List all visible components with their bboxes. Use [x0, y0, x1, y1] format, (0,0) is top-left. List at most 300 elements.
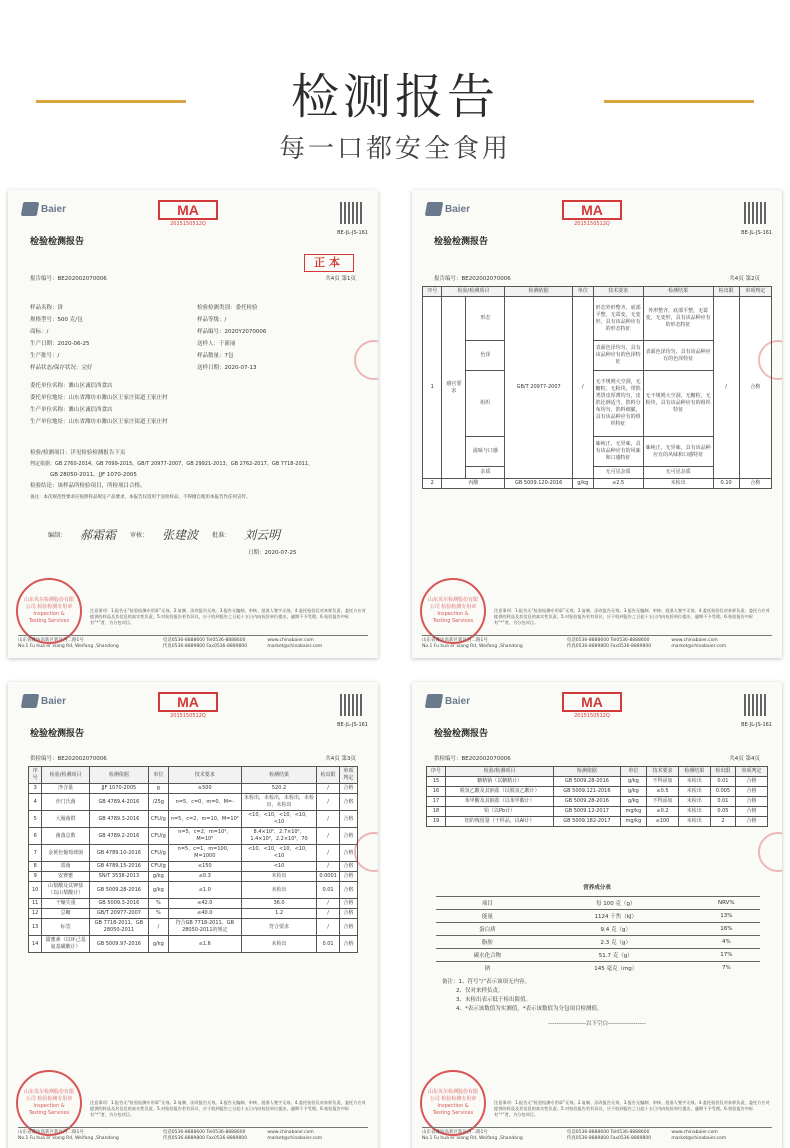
brand-name: Baier	[445, 695, 471, 707]
doc-code: BE-JL-JS-161	[337, 722, 368, 728]
cell-lod: /	[317, 828, 340, 845]
cell-lod: /	[317, 845, 340, 862]
table-row	[427, 817, 768, 827]
brand-logo-icon	[425, 202, 443, 216]
cell-unit: CFU/g	[148, 811, 168, 828]
seam-stamp	[758, 832, 782, 872]
col-header: 检测结果	[241, 767, 317, 784]
qr-code-icon	[744, 694, 766, 716]
info-field: 样品名称：饼	[30, 305, 64, 311]
seam-stamp	[354, 340, 378, 380]
cell-unit: %	[148, 909, 168, 919]
table-row	[427, 777, 768, 787]
table-row	[29, 811, 358, 828]
client-line: 生产单位地址：山东省潍坊市潍山区王家庄街道王家庄村	[30, 419, 168, 425]
table-row	[29, 784, 358, 794]
cell-basis: JJF 1070-2005	[89, 784, 148, 794]
cma-number: 2015150512Q	[574, 221, 610, 227]
col-header: 项目	[436, 897, 539, 910]
cell-lod: 0.01	[710, 797, 735, 807]
cell-lod: /	[713, 297, 739, 479]
cell-result: 符合要求	[241, 919, 317, 936]
cell-verdict: 合格	[339, 899, 357, 909]
nutrition-cell: 13%	[693, 910, 760, 923]
basis-line: 判定依据：GB 2760-2014、GB 7099-2015、GB/T 20977-2007、GB 29921-2013、GB 2762-2017、GB 7718-2011、	[30, 461, 313, 467]
cell-req: 无可见杂质	[593, 467, 643, 479]
sample-info	[30, 302, 356, 374]
brand-logo	[22, 694, 66, 708]
table-row	[423, 297, 772, 341]
cell-basis: GB 5009.120-2016	[505, 479, 573, 489]
remark-line: 4、*表示该数值为实测值，*表示该数值为分包项目检测值。	[456, 1006, 603, 1012]
cell-no: 9	[29, 872, 42, 882]
sample-number: 供检编号：BE202002070006	[434, 756, 511, 762]
company-footer	[18, 635, 368, 650]
col-header: 检验/检测项目	[446, 767, 554, 777]
info-field: 生产日期：2020-06-25	[30, 341, 90, 347]
cell-result: 8.4×10²，2.7×10²，1.4×10²，2.2×10²，70	[241, 828, 317, 845]
cell-item: 苯甲酸及其钠盐（以苯甲酸计）	[446, 797, 554, 807]
cell-unit: CFU/g	[148, 828, 168, 845]
report-title: 检验检测报告	[30, 237, 85, 247]
cma-mark	[158, 692, 218, 719]
report-page-3[interactable]	[8, 682, 378, 1148]
col-header: 检测依据	[89, 767, 148, 784]
sig-label: 编制：	[48, 532, 67, 539]
company-footer	[422, 1127, 772, 1142]
cma-logo: MA	[158, 200, 218, 220]
cell-unit: g	[148, 784, 168, 794]
cell-lod: 0.0001	[317, 872, 340, 882]
cell-result: 未检出	[678, 787, 710, 797]
col-header: 技术要求	[168, 767, 241, 784]
brand-name: Baier	[445, 203, 471, 215]
cell-basis: GB 4789.15-2016	[89, 862, 148, 872]
cell-req: n=5，c=0，m=0，M=-	[168, 794, 241, 811]
cell-lod: 0.01	[317, 936, 340, 953]
col-header: 序号	[29, 767, 42, 784]
client-line: 委托单位名称：潍山区诚信西食店	[30, 383, 113, 389]
address-cn: 山东省潍坊高新区新区西二路1号	[422, 1130, 488, 1135]
tel: 电话0536-8888600 Tel0536-8888600	[566, 638, 650, 643]
client-line: 委托单位地址：山东省潍坊市潍山区王家庄街道王家庄村	[30, 395, 168, 401]
cell-req: ≤0.3	[168, 872, 241, 882]
brand-name: Baier	[41, 203, 67, 215]
cell-result: 36.0	[241, 899, 317, 909]
report-title: 检验检测报告	[30, 729, 85, 739]
cell-verdict: 合格	[739, 297, 771, 479]
cell-unit: /25g	[148, 794, 168, 811]
col-header: 检测依据	[505, 287, 573, 297]
cell-result: 未检出	[678, 807, 710, 817]
qr-code-icon	[340, 694, 362, 716]
cell-result: 未检出	[241, 872, 317, 882]
sample-number: 供检编号：BE202002070006	[30, 756, 107, 762]
nutrition-cell: 16%	[693, 923, 760, 936]
cell-unit: g/kg	[148, 936, 168, 953]
cell-req: 符合GB 7718-2011、GB 28050-2011的规定	[168, 919, 241, 936]
cell-req: ≤0.2	[647, 807, 679, 817]
table-row	[427, 797, 768, 807]
cell-unit: /	[573, 297, 594, 479]
cell-lod: /	[317, 909, 340, 919]
cell-basis: GB 5009.28-2016	[554, 777, 620, 787]
sig-label: 审核：	[130, 532, 149, 539]
cell-item: 色泽	[466, 341, 505, 371]
nutrition-cell: 4%	[693, 936, 760, 949]
company-footer	[422, 635, 772, 650]
cell-no: 12	[29, 909, 42, 919]
info-field: 送样人：于新丽	[197, 341, 236, 347]
report-notes: 注意事项：1.报告无“检验检测专用章”无效。2.复制、涂改报告无效。3.报告无编制、审核、批准人签字无效。4.委托检验仅对来样负责，委托方应对提供的样品及其信息的真实性负责。5.对检验报告若有异议，应于收到报告之日起十五日内向检验单位提出，逾期不予受理。6.检验报告中标有“*”者，为分包项目。	[90, 1100, 366, 1117]
page-count: 共4页 第2页	[729, 276, 760, 282]
cell-req: ≤0.5	[647, 787, 679, 797]
table-row	[436, 910, 760, 923]
cell-req: 不得添加	[647, 777, 679, 787]
basis-line: GB 28050-2011、JJF 1070-2005	[50, 472, 137, 478]
col-header: 单位	[620, 767, 646, 777]
cell-basis: GB/T 20977-2007	[505, 297, 573, 479]
nutrition-cell: 能量	[436, 910, 539, 923]
col-header: NRV%	[693, 897, 760, 910]
cell-verdict: 合格	[736, 777, 768, 787]
cell-no: 19	[427, 817, 446, 827]
info-field: 样品数量：7包	[197, 353, 234, 359]
cma-logo: MA	[158, 692, 218, 712]
website: www.chinabaier.com	[267, 1130, 314, 1135]
cell-item: 大肠菌群	[42, 811, 90, 828]
nutrition-cell: 51.7 克（g）	[539, 949, 693, 962]
col-header: 单位	[148, 767, 168, 784]
nutrition-table	[436, 896, 760, 974]
cell-basis: GB/T 20977-2007	[89, 909, 148, 919]
cell-req: ≤42.0	[168, 899, 241, 909]
cell-result: 味纯正，无异味，具有该品种应有的风味和口感特征	[643, 437, 713, 467]
signature-reviewer: 张建波	[162, 528, 199, 542]
cell-verdict: 合格	[339, 862, 357, 872]
cell-req: ≤100	[647, 817, 679, 827]
cell-no: 13	[29, 919, 42, 936]
cell-no: 6	[29, 828, 42, 845]
cell-no: 15	[427, 777, 446, 787]
cell-verdict: 合格	[736, 817, 768, 827]
cell-result: 未检出，未检出，未检出，未检出，未检出	[241, 794, 317, 811]
results-table-body	[427, 777, 768, 827]
cell-req: ≤150	[168, 862, 241, 872]
email: market@chinabaier.com	[267, 644, 323, 649]
cell-req: n=5，c=2，m=10⁴，M=10⁵	[168, 828, 241, 845]
fax: 传真0536-8889800 Fax0536-8889800	[162, 1136, 248, 1141]
cell-lod: /	[317, 919, 340, 936]
cell-unit: CFU/g	[148, 862, 168, 872]
cell-lod: 0.01	[317, 882, 340, 899]
col-header: 序号	[423, 287, 442, 297]
signature-row	[48, 526, 280, 543]
cell-result: 520.2	[241, 784, 317, 794]
table-row	[29, 909, 358, 919]
cell-basis: SN/T 3538-2013	[89, 872, 148, 882]
cell-req: 不得添加	[647, 797, 679, 807]
cell-basis: GB 4789.4-2016	[89, 794, 148, 811]
cell-unit: g/kg	[148, 882, 168, 899]
cell-basis: GB 5009.182-2017	[554, 817, 620, 827]
address-en: No.1 Fu hua er xiang Rd, Weifang ,Shandong	[422, 1136, 523, 1141]
cell-lod: /	[317, 811, 340, 828]
table-row	[427, 807, 768, 817]
cell-verdict: 合格	[736, 807, 768, 817]
results-table	[422, 286, 772, 489]
nutrition-title: 营养成分表	[583, 885, 611, 891]
cma-number: 2015150512Q	[170, 221, 206, 227]
tel: 电话0536-8888600 Tel0536-8888600	[566, 1130, 650, 1135]
cell-req: ≤1.0	[168, 882, 241, 899]
cell-req: ≥500	[168, 784, 241, 794]
cell-item: 菌落总数	[42, 828, 90, 845]
address-cn: 山东省潍坊高新区新区西二路1号	[422, 638, 488, 643]
col-header: 单项判定	[739, 287, 771, 297]
cell-item: 标签	[42, 919, 90, 936]
cell-item: 总糖	[42, 909, 90, 919]
basis-line: 检验结论：该样品所检验项目，所检项目合格。	[30, 483, 146, 489]
cell-item: 组织	[466, 371, 505, 437]
cell-req: 无不规则大空洞，无糖粒，无粉块，带馅类饼皮厚薄均匀，皮馅比例适当，馅料分布均匀，馅料细腻，具有该品种应有的组织特征	[593, 371, 643, 437]
client-info	[30, 380, 356, 428]
email: market@chinabaier.com	[671, 644, 727, 649]
cell-no: 11	[29, 899, 42, 909]
cell-lod: /	[317, 784, 340, 794]
table-header-row	[423, 287, 772, 297]
cell-lod: 0.005	[710, 787, 735, 797]
cell-result: 无可见杂质	[643, 467, 713, 479]
cell-basis: GB 5009.12-2017	[554, 807, 620, 817]
table-row	[436, 949, 760, 962]
cell-group: 感官要求	[442, 297, 466, 479]
report-page-4[interactable]	[412, 682, 782, 1148]
basis-info	[30, 448, 356, 503]
table-row	[29, 899, 358, 909]
col-header: 技术要求	[593, 287, 643, 297]
nutrition-cell: 1124 千焦（kJ）	[539, 910, 693, 923]
table-row	[436, 923, 760, 936]
cell-basis: GB 4789.3-2016	[89, 811, 148, 828]
cma-logo: MA	[562, 200, 622, 220]
cell-verdict: 合格	[339, 909, 357, 919]
cell-basis: GB 5009.121-2016	[554, 787, 620, 797]
cell-no: 3	[29, 784, 42, 794]
cell-no: 18	[427, 807, 446, 817]
cell-lod: 2	[710, 817, 735, 827]
brand-logo-icon	[21, 202, 39, 216]
cell-item: 霉菌	[42, 862, 90, 872]
col-header: 检出限	[713, 287, 739, 297]
report-page-2[interactable]	[412, 190, 782, 658]
cell-no: 2	[423, 479, 442, 489]
table-header-row	[29, 767, 358, 784]
info-field: 样品编号：2020Y2070006	[197, 329, 267, 335]
cell-no: 4	[29, 794, 42, 811]
cell-no: 10	[29, 882, 42, 899]
cell-unit: g/kg	[620, 787, 646, 797]
cell-result: 未检出	[241, 882, 317, 899]
cma-number: 2015150512Q	[574, 713, 610, 719]
tel: 电话0536-8888600 Tel0536-8888600	[162, 638, 246, 643]
signature-approver: 刘云明	[244, 528, 281, 542]
cell-item: 脱氢乙酸及其钠盐（以脱氢乙酸计）	[446, 787, 554, 797]
cell-result: 未检出	[643, 479, 713, 489]
table-row	[29, 794, 358, 811]
nutrition-table-body	[436, 910, 760, 975]
brand-name: Baier	[41, 695, 67, 707]
cell-req: 形态外形整齐，底部平整，无霉变，无变形，具有该品种应有的形态特征	[593, 297, 643, 341]
table-row	[29, 919, 358, 936]
report-date: 日期：2020-07-25	[248, 550, 297, 556]
report-notes: 注意事项：1.报告无“检验检测专用章”无效。2.复制、涂改报告无效。3.报告无编制、审核、批准人签字无效。4.委托检验仅对来样负责，委托方应对提供的样品及其信息的真实性负责。5.对检验报告若有异议，应于收到报告之日起十五日内向检验单位提出，逾期不予受理。6.检验报告中标有“*”者，为分包项目。	[494, 608, 770, 625]
table-row	[423, 479, 772, 489]
col-header: 检测结果	[678, 767, 710, 777]
cell-req: ≤2.5	[593, 479, 643, 489]
info-field: 规格型号：500 克/包	[30, 317, 83, 323]
address-en: No.1 Fu hua er xiang Rd, Weifang ,Shandong	[18, 1136, 119, 1141]
brand-logo	[426, 694, 470, 708]
cell-result: 表面色泽均匀，具有该品种应有的色泽特征	[643, 341, 713, 371]
cell-req: 表面色泽均匀，具有该品种应有的色泽特征	[593, 341, 643, 371]
remark-line: 2、仅对来样负责。	[456, 988, 504, 994]
brand-logo	[426, 202, 470, 216]
address-cn: 山东省潍坊高新区新区西二路1号	[18, 1130, 84, 1135]
address-en: No.1 Fu hua er xiang Rd, Weifang ,Shandong	[18, 644, 119, 649]
cell-result: 外形整齐，底部平整，无霉变，无变形，具有该品种应有的形态特征	[643, 297, 713, 341]
cell-verdict: 合格	[339, 811, 357, 828]
doc-code: BE-JL-JS-161	[741, 230, 772, 236]
col-header: 技术要求	[647, 767, 679, 777]
cell-result: <10	[241, 862, 317, 872]
info-field: 生产批号：/	[30, 353, 60, 359]
info-field: 检验检测类别：委托检验	[197, 305, 258, 311]
brand-logo	[22, 202, 66, 216]
cell-basis: GB 4789.2-2016	[89, 828, 148, 845]
cell-verdict: 合格	[339, 936, 357, 953]
cell-item: 甜蜜素（以环己基氨基磺酸计）	[42, 936, 90, 953]
brand-logo-icon	[425, 694, 443, 708]
report-title: 检验检测报告	[434, 237, 489, 247]
cma-mark	[562, 200, 622, 227]
col-header: 单项判定	[339, 767, 357, 784]
doc-code: BE-JL-JS-161	[337, 230, 368, 236]
table-row	[29, 862, 358, 872]
table-header-row	[427, 767, 768, 777]
info-field: 样品状态/保存状况：完好	[30, 365, 93, 371]
report-page-1[interactable]	[8, 190, 378, 658]
cell-verdict: 合格	[736, 797, 768, 807]
cell-no: 7	[29, 845, 42, 862]
cell-item: 滋味与口感	[466, 437, 505, 467]
nutrition-cell: 145 毫克（mg）	[539, 962, 693, 975]
nutrition-cell: 蛋白质	[436, 923, 539, 936]
table-row	[436, 962, 760, 975]
report-number: 报告编号：BE202002070006	[434, 276, 511, 282]
cell-item: 金黄色葡萄球菌	[42, 845, 90, 862]
cell-result: 未检出	[678, 777, 710, 787]
cell-unit: mg/kg	[620, 817, 646, 827]
page-subtitle: 每一口都安全食用	[278, 134, 511, 164]
nutrition-cell: 2.3 克（g）	[539, 936, 693, 949]
col-header: 单位	[573, 287, 594, 297]
cell-verdict: 合格	[339, 872, 357, 882]
cma-mark	[158, 200, 218, 227]
nutrition-cell: 碳水化合物	[436, 949, 539, 962]
cell-verdict: 合格	[339, 794, 357, 811]
page-count: 共4页 第1页	[325, 276, 356, 282]
website: www.chinabaier.com	[267, 638, 314, 643]
cell-basis: GB 5009.97-2016	[89, 936, 148, 953]
address-cn: 山东省潍坊高新区新区西二路1号	[18, 638, 84, 643]
table-row	[29, 872, 358, 882]
cell-no: 14	[29, 936, 42, 953]
cell-verdict: 合格	[339, 828, 357, 845]
cma-logo: MA	[562, 692, 622, 712]
cell-lod: /	[317, 862, 340, 872]
inspection-stamp: 山东贝尔检测股份有限公司 检验检测专用章 Inspection & Testing Services	[420, 578, 486, 644]
report-title: 检验检测报告	[434, 729, 489, 739]
sig-label: 批准：	[212, 532, 231, 539]
cell-req: ≤40.0	[168, 909, 241, 919]
col-header: 检出限	[317, 767, 340, 784]
col-header: 序号	[427, 767, 446, 777]
report-notes: 注意事项：1.报告无“检验检测专用章”无效。2.复制、涂改报告无效。3.报告无编制、审核、批准人签字无效。4.委托检验仅对来样负责，委托方应对提供的样品及其信息的真实性负责。5.对检验报告若有异议，应于收到报告之日起十五日内向检验单位提出，逾期不予受理。6.检验报告中标有“*”者，为分包项目。	[90, 608, 366, 625]
cell-lod: 0.01	[710, 777, 735, 787]
cell-req: n=5，c=1，m=100，M=1000	[168, 845, 241, 862]
report-notes: 注意事项：1.报告无“检验检测专用章”无效。2.复制、涂改报告无效。3.报告无编制、审核、批准人签字无效。4.委托检验仅对来样负责，委托方应对提供的样品及其信息的真实性负责。5.对检验报告若有异议，应于收到报告之日起十五日内向检验单位提出，逾期不予受理。6.检验报告中标有“*”者，为分包项目。	[494, 1100, 770, 1117]
cell-verdict: 合格	[736, 787, 768, 797]
inspection-stamp: 山东贝尔检测股份有限公司 检验检测专用章 Inspection & Testing Services	[16, 578, 82, 644]
col-header: 检验/检测项目	[42, 767, 90, 784]
tel: 电话0536-8888600 Tel0536-8888600	[162, 1130, 246, 1135]
table-row	[436, 936, 760, 949]
header-divider-right	[604, 100, 754, 103]
qr-code-icon	[744, 202, 766, 224]
info-field: 商标：/	[30, 329, 49, 335]
cell-no: 8	[29, 862, 42, 872]
original-stamp: 正本	[304, 254, 354, 272]
table-row	[29, 845, 358, 862]
nutrition-cell: 9.4 克（g）	[539, 923, 693, 936]
cell-item: 净含量	[42, 784, 90, 794]
nutrition-cell: 钠	[436, 962, 539, 975]
report-number: 报告编号：BE202002070006	[30, 276, 107, 282]
cell-item: 安赛蜜	[42, 872, 90, 882]
remarks	[442, 978, 603, 1014]
client-line: 生产单位名称：潍山区诚信西食店	[30, 407, 113, 413]
cell-basis: GB 5009.28-2016	[89, 882, 148, 899]
page-count: 共4页 第4页	[729, 756, 760, 762]
sample-info-left	[30, 302, 189, 374]
cell-unit: g/kg	[620, 797, 646, 807]
brand-logo-icon	[21, 694, 39, 708]
info-field: 样品等级：/	[197, 317, 227, 323]
cell-no: 16	[427, 787, 446, 797]
cma-mark	[562, 692, 622, 719]
cell-verdict: 合格	[339, 845, 357, 862]
email: market@chinabaier.com	[671, 1136, 727, 1141]
cell-no: 1	[423, 297, 442, 479]
cell-result: 未检出	[678, 797, 710, 807]
inspection-stamp: 山东贝尔检测股份有限公司 检验检测专用章 Inspection & Testing Services	[420, 1070, 486, 1136]
cell-result: <10，<10，<10，<10，<10	[241, 845, 317, 862]
page-title: 检测报告	[290, 69, 499, 125]
results-table-body	[29, 784, 358, 953]
cell-req: ≤1.6	[168, 936, 241, 953]
end-marker: -------------------以下空白-------------------	[548, 1021, 646, 1027]
